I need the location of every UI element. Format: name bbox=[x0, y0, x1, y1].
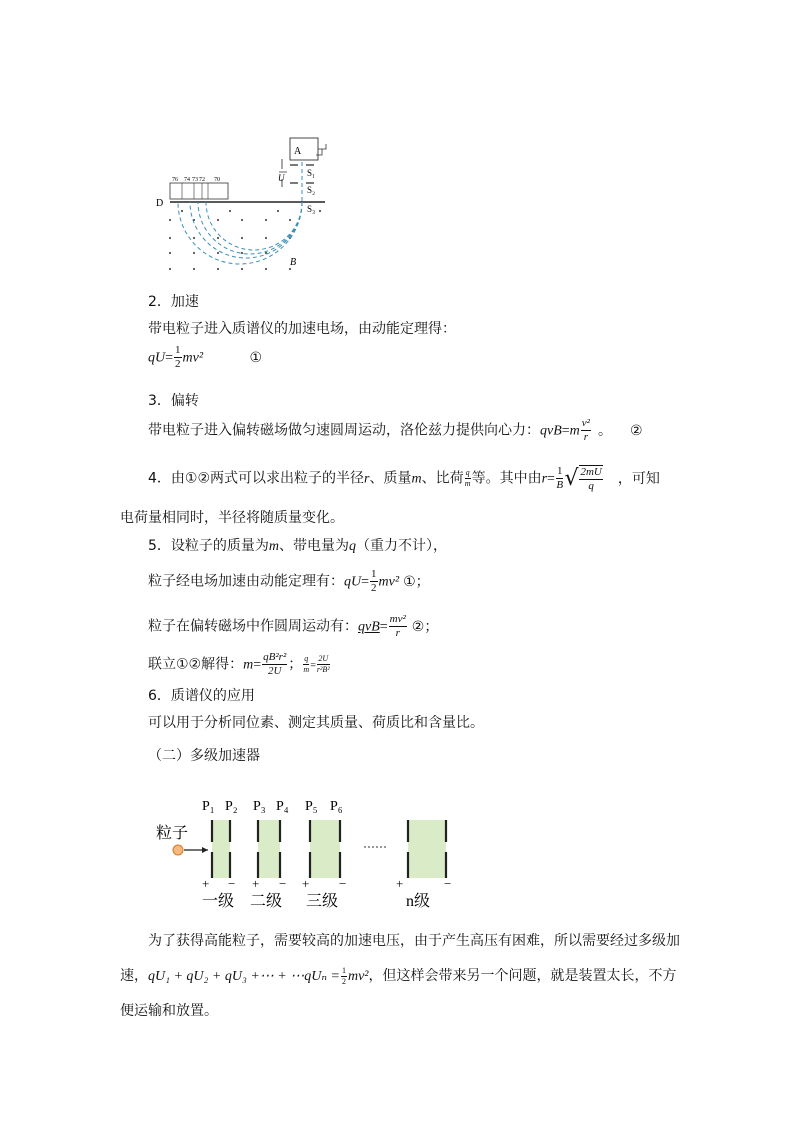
period: 。 bbox=[597, 422, 612, 439]
eq-sign: = bbox=[547, 471, 555, 487]
minus-sign: − bbox=[339, 876, 347, 891]
deflection-line bbox=[148, 418, 643, 443]
text: ； bbox=[288, 656, 303, 673]
deflection-text: 带电粒子进入偏转磁场做匀速圆周运动，洛伦兹力提供向心力： bbox=[148, 422, 540, 439]
mass-spectrometer-figure bbox=[150, 135, 340, 277]
frac-num: mv² bbox=[389, 613, 406, 625]
multistage-accelerator-figure bbox=[150, 792, 470, 912]
stage-label: 一级 bbox=[202, 893, 235, 910]
frac-num: q bbox=[304, 654, 309, 663]
frac-num: v² bbox=[581, 417, 590, 429]
text: 联立①②解得： bbox=[148, 656, 244, 673]
frac-num: 1 bbox=[371, 568, 377, 580]
eq-lhs: qvB bbox=[540, 423, 562, 439]
label-S1: S₁ bbox=[307, 168, 316, 178]
label-U: U bbox=[278, 173, 285, 183]
stage-label: 三级 bbox=[306, 893, 339, 910]
section-5-line-3 bbox=[148, 652, 331, 677]
eq-rhs: mv² bbox=[182, 350, 204, 366]
text: 5．设粒子的质量为 bbox=[148, 538, 269, 554]
heading-deflection: 3．偏转 bbox=[148, 393, 199, 409]
frac-den: m bbox=[464, 479, 471, 488]
text: 粒子经电场加速由动能定理有： bbox=[148, 573, 344, 590]
label-A: A bbox=[294, 146, 302, 157]
plate-label: P₃ bbox=[253, 799, 266, 814]
frac-den: q bbox=[588, 480, 594, 492]
frac-den: r bbox=[395, 627, 400, 639]
final-line-1: 为了获得高能粒子，需要较高的加速电压，由于产生高压有困难，所以需要经过多级加 bbox=[148, 933, 680, 949]
label-D: D bbox=[156, 198, 164, 209]
label-B: B bbox=[290, 257, 297, 268]
eq-rhs: mv² bbox=[378, 574, 400, 590]
plate-label: P₂ bbox=[225, 799, 238, 814]
plus-sign: + bbox=[302, 876, 310, 891]
sqrt-sign: √ bbox=[564, 466, 579, 491]
var-r: r bbox=[541, 471, 548, 487]
scale-mark: 73 bbox=[192, 177, 198, 183]
minus-sign: − bbox=[444, 876, 452, 891]
text: 、带电量为 bbox=[279, 538, 350, 554]
text: ①； bbox=[403, 573, 430, 590]
var-m: m bbox=[411, 471, 422, 487]
particle-label: 粒子 bbox=[156, 825, 189, 842]
section-6-text: 可以用于分析同位素、测定其质量、荷质比和含量比。 bbox=[148, 715, 484, 731]
equation-1 bbox=[148, 345, 262, 370]
final-line-3: 便运输和放置。 bbox=[120, 1003, 218, 1019]
frac-den: 2 bbox=[341, 976, 346, 986]
plate-label: P₄ bbox=[276, 799, 289, 814]
frac-den: 2 bbox=[371, 582, 377, 594]
section-4-line-1 bbox=[148, 465, 660, 492]
particle-trajectories bbox=[178, 155, 302, 264]
section-5-line-2 bbox=[148, 614, 438, 639]
eq-sign: = bbox=[310, 660, 316, 672]
frac-den: m bbox=[303, 665, 310, 674]
plus-sign: + bbox=[202, 876, 210, 891]
eq-lhs: qvB bbox=[358, 619, 380, 635]
stage-label: n级 bbox=[406, 893, 431, 910]
section-5-line-1 bbox=[148, 569, 430, 594]
frac-num: 2U bbox=[318, 654, 329, 663]
acceleration-text: 带电粒子进入质谱仪的加速电场，由动能定理得： bbox=[148, 321, 456, 337]
var-m: m bbox=[243, 657, 254, 673]
magnetic-field-dots bbox=[169, 210, 321, 270]
heading-acceleration: 2．加速 bbox=[148, 294, 199, 310]
part-2-heading: （二）多级加速器 bbox=[148, 748, 260, 764]
eq-lhs: qU bbox=[148, 350, 166, 366]
frac-num: q bbox=[465, 468, 470, 477]
scale-mark: 74 bbox=[184, 177, 190, 183]
circle-2: ② bbox=[629, 422, 643, 439]
text: ，但这样会带来另一个问题，就是装置太长，不方 bbox=[368, 968, 677, 984]
var-m: m bbox=[268, 539, 280, 554]
frac-den: 2U bbox=[267, 665, 282, 677]
scale-mark: 70 bbox=[214, 177, 220, 183]
text: 等。其中由 bbox=[471, 470, 542, 487]
eq-sign: = bbox=[379, 619, 388, 635]
text: 、比荷 bbox=[421, 470, 464, 487]
final-line-2 bbox=[120, 965, 676, 986]
frac-num: qB²r² bbox=[263, 651, 287, 663]
plate-label: P₆ bbox=[330, 799, 343, 814]
frac-den: 2 bbox=[175, 358, 181, 370]
text: 、质量 bbox=[369, 470, 412, 487]
eq-sign: = bbox=[561, 423, 570, 439]
plate-label: P₁ bbox=[202, 799, 215, 814]
eq-sign: = bbox=[253, 657, 262, 673]
frac-num: 1 bbox=[175, 344, 181, 356]
scale-mark: 72 bbox=[199, 177, 205, 183]
section-4-line-2: 电荷量相同时，半径将随质量变化。 bbox=[120, 510, 344, 526]
stage-label: 二级 bbox=[250, 893, 283, 910]
text: （重力不计）， bbox=[356, 538, 448, 554]
minus-sign: − bbox=[279, 876, 287, 891]
label-S3: S₃ bbox=[307, 204, 316, 214]
frac-num: 1 bbox=[556, 465, 563, 477]
text: 4．由①②两式可以求出粒子的半径 bbox=[148, 470, 365, 487]
plus-sign: + bbox=[396, 876, 404, 891]
var-q: q bbox=[349, 539, 357, 554]
text: ②； bbox=[411, 618, 439, 635]
particle-icon bbox=[173, 845, 183, 855]
eq-lhs: qU bbox=[344, 574, 362, 590]
circle-1: ① bbox=[249, 349, 263, 366]
text: 粒子在偏转磁场中作圆周运动有： bbox=[148, 618, 358, 635]
eq-sign: = bbox=[165, 350, 174, 366]
plus-sign: + bbox=[252, 876, 260, 891]
frac-num: 1 bbox=[341, 965, 346, 975]
var-r: r bbox=[364, 471, 370, 487]
frac-num: 2mU bbox=[580, 466, 602, 478]
frac-den: B bbox=[556, 479, 564, 491]
plate-label: P₅ bbox=[305, 799, 318, 814]
minus-sign: − bbox=[228, 876, 236, 891]
frac-den: r²B² bbox=[316, 665, 330, 674]
frac-den: r bbox=[583, 431, 589, 443]
text: ，可知 bbox=[617, 470, 660, 487]
eq-sum: qU₁ + qU₂ + qU₃ +⋯ + ⋯qUₙ = bbox=[148, 969, 340, 984]
text: 速， bbox=[120, 968, 148, 984]
scale-mark: 76 bbox=[172, 177, 178, 183]
section-5-heading bbox=[148, 535, 447, 555]
eq-sign: = bbox=[361, 574, 370, 590]
eq-m: m bbox=[569, 423, 580, 439]
section-6-heading: 6．质谱仪的应用 bbox=[148, 688, 255, 704]
label-S2: S₂ bbox=[307, 185, 316, 195]
eq-rhs: mv² bbox=[347, 969, 369, 984]
